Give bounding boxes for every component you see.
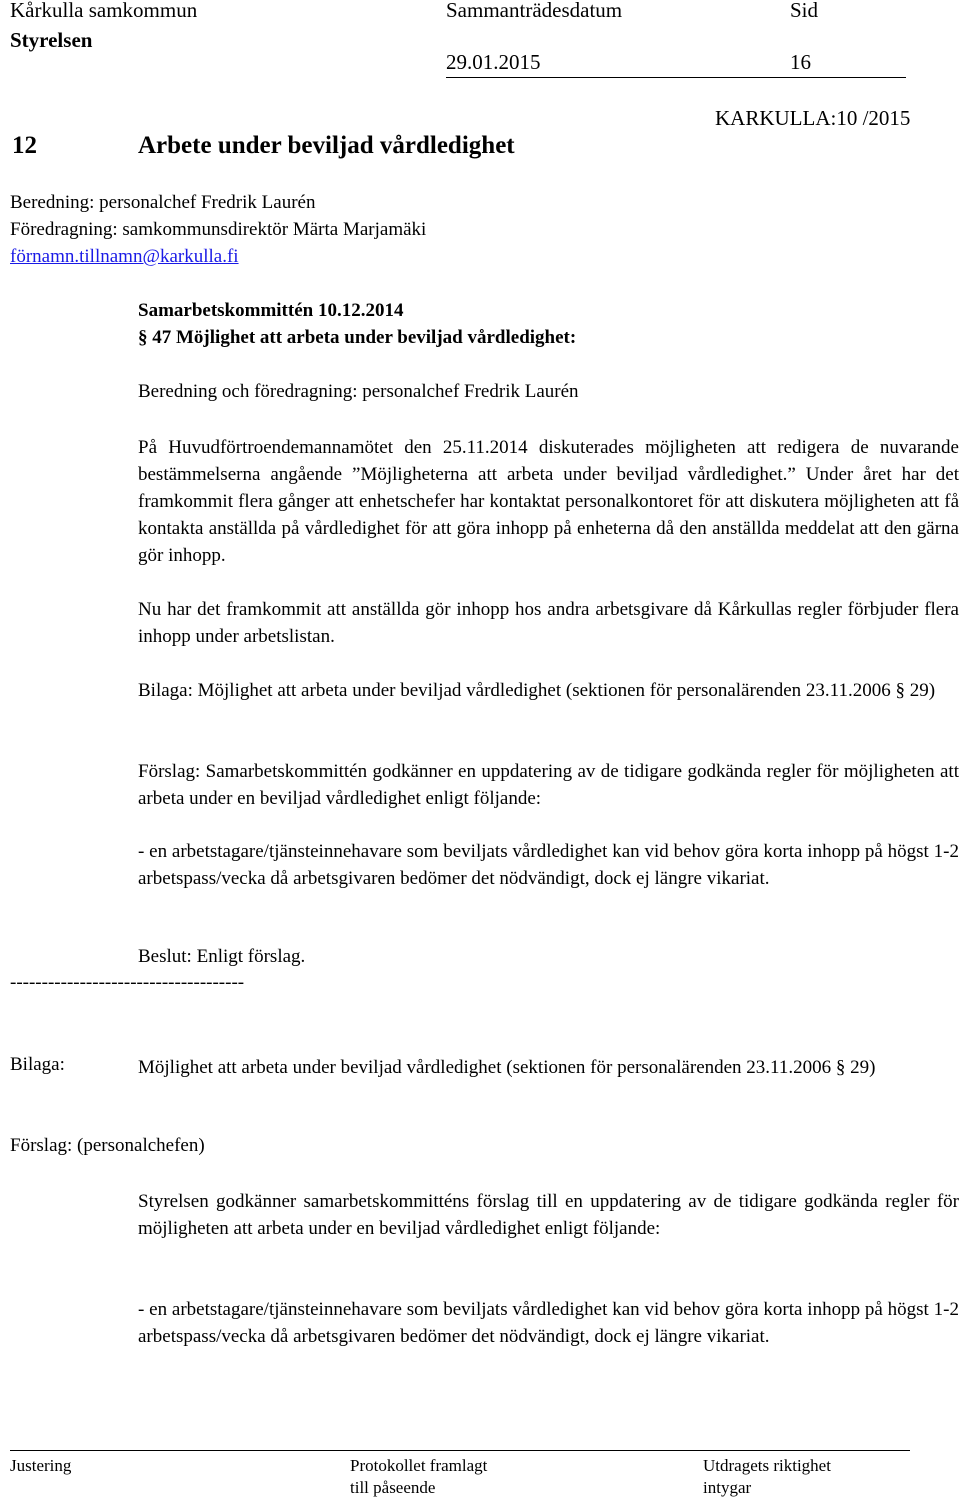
committee-heading: Samarbetskommittén 10.12.2014 [138,300,404,321]
section-number: 12 [12,132,37,159]
footer-justering: Justering [10,1456,72,1475]
board-proposal-label: Förslag: (personalchefen) [10,1135,205,1156]
board-decision-text: Styrelsen godkänner samarbetskommitténs förslag till en uppdatering av de tidigare godkända regler för möjligheten att arbeta under en beviljad vårdledighet enligt följande: [138,1191,959,1239]
footer-certify-line2: intygar [703,1478,752,1497]
committee-paragraph-1: På Huvudförtroendemannamötet den 25.11.2014 diskuterades möjligheten att redigera de nuvarande bestämmelserna angående ”Möjligheterna att arbeta under beviljad vårdledighet.” Under året har det framkommit flera gånger att enhetschefer har kontaktat personalkontoret för att diskutera möjligheten att få kontakta anställda på vårdledighet för att göra inhopp på enheterna då den anställda meddelat att den gärna gör inhopp. [138,437,959,566]
committee-proposal: Förslag: Samarbetskommittén godkänner en uppdatering av de tidigare godkända regler för möjligheten att arbeta under en beviljad vårdledighet enligt följande: [138,761,959,809]
footer-protocol-line2: till påseende [350,1478,436,1497]
board-rule: - en arbetstagare/tjänsteinnehavare som beviljats vårdledighet kan vid behov göra korta inhopp på högst 1-2 arbetspass/vecka då arbetsgivaren bedömer det nödvändigt, dock ej längre vikariat. [138,1299,959,1347]
committee-prep: Beredning och föredragning: personalchef Fredrik Laurén [138,381,579,402]
section-title: Arbete under beviljad vårdledighet [138,132,515,159]
footer-certify-line1: Utdragets riktighet [703,1456,831,1475]
committee-item: § 47 Möjlighet att arbeta under beviljad vårdledighet: [138,327,577,348]
reference-number: KARKULLA:10 /2015 [715,106,911,130]
page-label: Sid [790,0,819,22]
header-rule [446,77,906,78]
separator: ------------------------------------- [10,972,245,993]
meeting-date: 29.01.2015 [446,50,541,74]
committee-paragraph-2: Nu har det framkommit att anställda gör inhopp hos andra arbetsgivare då Kårkullas regler förbjuder flera inhopp under arbetslistan. [138,599,959,647]
committee-rule: - en arbetstagare/tjänsteinnehavare som beviljats vårdledighet kan vid behov göra korta inhopp på högst 1-2 arbetspass/vecka då arbetsgivaren bedömer det nödvändigt, dock ej längre vikariat. [138,841,959,889]
board-attachment-label: Bilaga: [10,1054,65,1075]
footer-rule [10,1450,910,1451]
footer-protocol-line1: Protokollet framlagt [350,1456,488,1475]
committee-decision: Beslut: Enligt förslag. [138,946,306,967]
org-name: Kårkulla samkommun [10,0,198,22]
date-label: Sammanträdesdatum [446,0,623,22]
board-attachment-text: Möjlighet att arbeta under beviljad vårdledighet (sektionen för personalärenden 23.11.2006 § 29) [138,1057,876,1078]
page-number: 16 [790,50,811,74]
presenter-line: Föredragning: samkommunsdirektör Märta Marjamäki [10,219,427,240]
committee-attachment: Bilaga: Möjlighet att arbeta under beviljad vårdledighet (sektionen för personalärenden 23.11.2006 § 29) [138,680,936,701]
email-link-text[interactable]: förnamn.tillnamn@karkulla.fi [10,246,239,267]
body-name: Styrelsen [10,28,93,52]
email-link[interactable] [10,246,239,268]
preparation-line: Beredning: personalchef Fredrik Laurén [10,192,316,213]
